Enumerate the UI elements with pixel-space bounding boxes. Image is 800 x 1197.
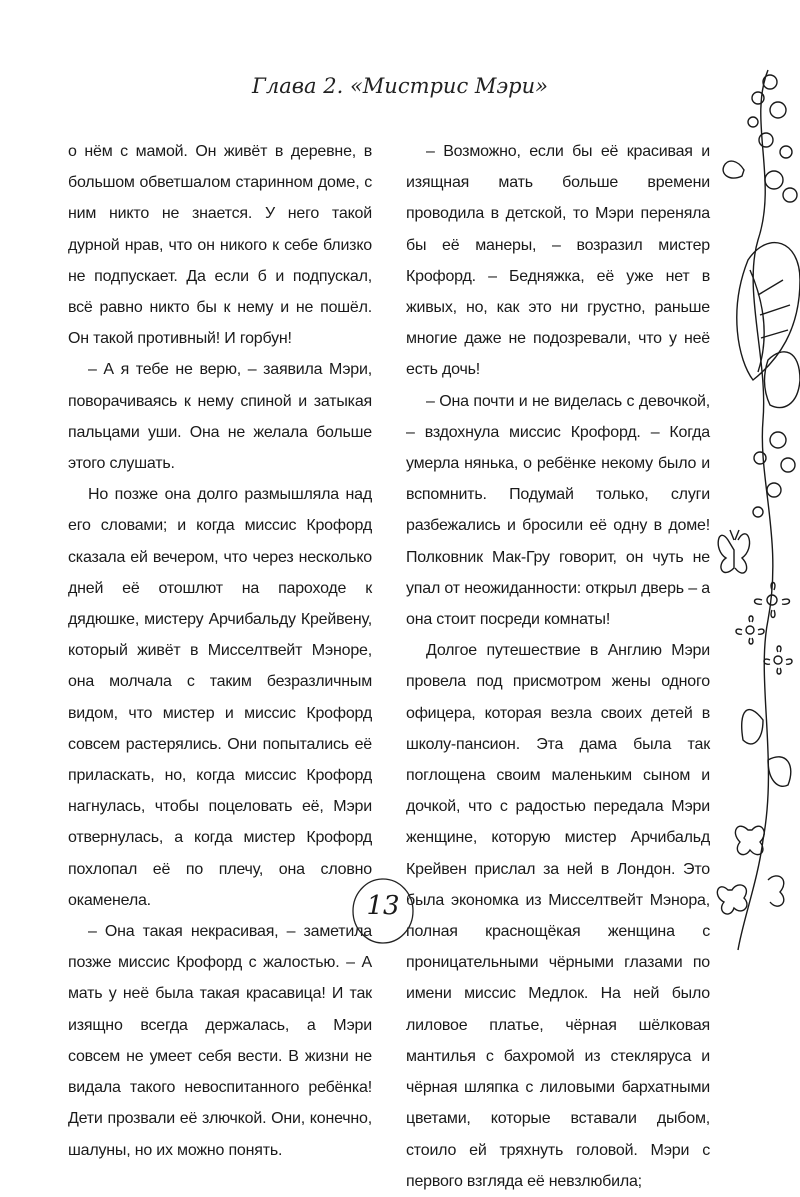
paragraph: Но позже она долго размышляла над его словами; и когда миссис Крофорд сказала ей вечером, что через несколько дней её отошлют на пароходе к дядюшке, мистеру Арчибальду Крейвену, который живёт в Мисселтвейт Мэноре, она молчала с таким безразличным видом, что мистер и миссис Крофорд совсем растерялись. Они попытались её приласкать, но, когда миссис Крофорд нагнулась, чтобы поцеловать её, Мэри отвернулась, а когда мистер Крофорд похлопал её по плечу, она словно окаменела. (68, 486, 372, 909)
paragraph: о нём с мамой. Он живёт в деревне, в большом обветшалом старинном доме, с ним никто не знается. У него такой дурной нрав, что он никого к себе близко не подпускает. Да если б и подпускал, всё равно никто бы к нему и не пошёл. Он такой противный! И горбун! (68, 143, 372, 348)
paragraph: – Возможно, если бы её красивая и изящная мать больше времени проводила в детской, то Мэри переняла бы её манеры, – возразил мистер Крофорд. – Бедняжка, её уже нет в живых, но, как это ни грустно, раньше многие даже не подозревали, что у неё есть дочь! (406, 143, 710, 379)
left-text-column (68, 136, 372, 1166)
page-number: 13 (366, 891, 400, 921)
right-text-column (406, 136, 710, 1197)
paragraph: – Она такая некрасивая, – заметила позже миссис Крофорд с жалостью. – А мать у неё была такая красавица! И так изящно всегда держалась, а Мэри совсем не умеет себя вести. В жизни не видала такого невоспитанного ребёнка! Дети прозвали её злючкой. Они, конечно, шалуны, но их можно понять. (68, 923, 372, 1159)
paragraph: – А я тебе не верю, – заявила Мэри, поворачиваясь к нему спиной и затыкая пальцами уши. Она не желала больше этого слушать. (68, 361, 372, 473)
chapter-header: Глава 2. «Мистрис Мэри» (252, 74, 548, 98)
paragraph: – Она почти и не виделась с девочкой, – вздохнула миссис Крофорд. – Когда умерла нянька, о ребёнке некому было и вспомнить. Подумай только, слуги разбежались и бросили её одну в доме! Полковник Мак-Гру говорит, он чуть не упал от неожиданности: открыл дверь – а она стоит посреди комнаты! (406, 392, 710, 629)
floral-border-icon (708, 60, 800, 960)
paragraph: Долгое путешествие в Англию Мэри провела под присмотром жены одного офицера, которая везла своих детей в школу-пансион. Эта дама была так поглощена своим маленьким сыном и дочкой, что с радостью передала Мэри женщине, которую мистер Арчибальд Крейвен прислал за ней в Лондон. Это была экономка из Мисселтвейт Мэнора, полная краснощёкая женщина с проницательными чёрными глазами по имени миссис Медлок. На ней было лиловое платье, чёрная шёлковая мантилья с бахромой из стекляруса и чёрная шляпка с лиловыми бархатными цветами, которые вставали дыбом, стоило ей тряхнуть головой. Мэри с первого взгляда её невзлюбила; (406, 642, 710, 1190)
